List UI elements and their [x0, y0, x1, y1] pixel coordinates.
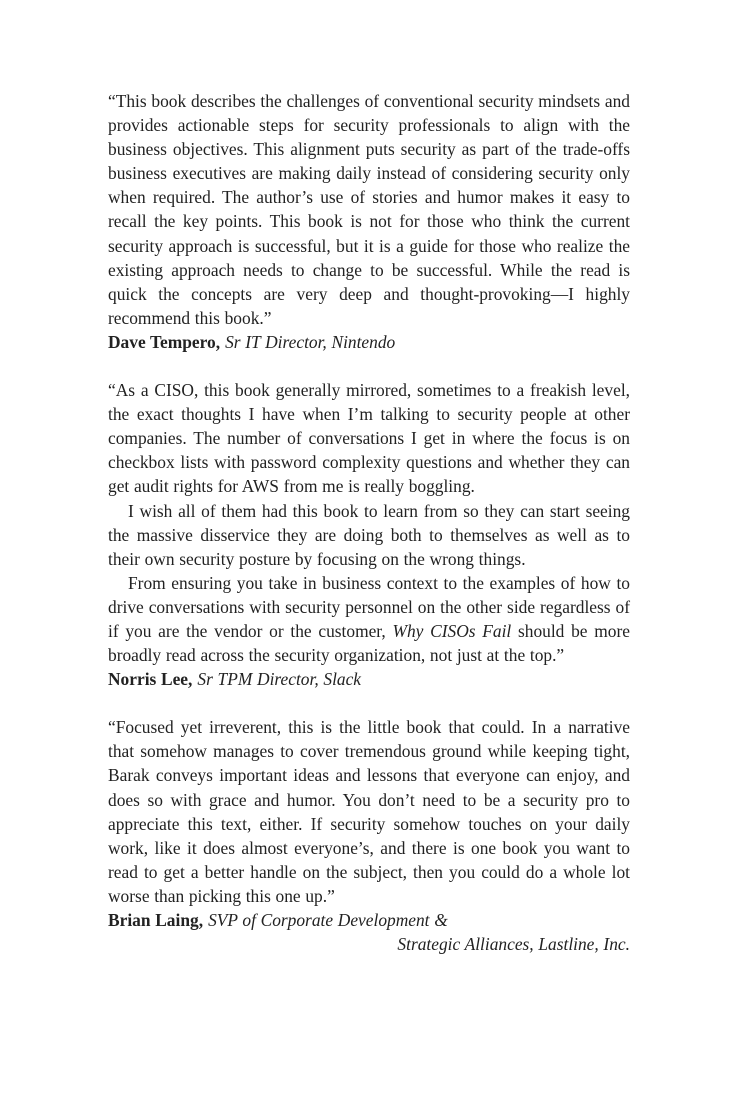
blurb-brian-laing — [108, 715, 630, 956]
blurb-quote: “As a CISO, this book generally mirrored, sometimes to a freakish level, the exact thoughts I have when I’m talking to security people at other companies. The number of conversations I get in where the focus is on checkbox lists with password complexity questions and whether they can get audit rights for AWS from me is really boggling. — [108, 380, 630, 497]
attribution — [108, 667, 630, 691]
blurb-quote: “This book describes the challenges of conventional security mindsets and provides actionable steps for security professionals to align with the business objectives. This alignment puts security as part of the trade-offs business executives are making daily instead of considering security only when required. The author’s use of stories and humor makes it easy to recall the key points. This book is not for those who think the current security approach is successful, but it is a guide for those who realize the existing approach needs to change to be successful. While the read is quick the concepts are very deep and thought-provoking—I highly recommend this book.” — [108, 91, 630, 328]
blurb-quote: I wish all of them had this book to learn from so they can start seeing the massive disservice they are doing both to themselves as well as to their own security posture by focusing on the wrong things. — [108, 500, 630, 569]
attribution-name: Norris Lee, — [108, 669, 193, 690]
attribution-title: Strategic Alliances, Lastline, Inc. — [397, 934, 630, 955]
attribution — [108, 908, 630, 956]
attribution-title: Sr TPM Director, Slack — [197, 669, 362, 690]
book-title: Why CISOs Fail — [392, 620, 512, 641]
blurb-norris-lee — [108, 378, 630, 691]
attribution — [108, 330, 630, 354]
blurb-quote: “Focused yet irreverent, this is the little book that could. In a narrative that somehow manages to cover tremendous ground while keeping tight, Barak conveys important ideas and lessons that everyone can enjoy, and does so with grace and humor. You don’t need to be a security pro to appreciate this text, either. If security somehow touches on your daily work, like it does almost everyone’s, and there is one book you want to read to get a better handle on the subject, then you could do a whole lot worse than picking this one up.” — [108, 717, 630, 906]
praise-page — [108, 89, 630, 980]
attribution-name: Dave Tempero, — [108, 331, 221, 352]
blurb-quote — [108, 571, 630, 667]
attribution-name: Brian Laing, — [108, 910, 204, 930]
attribution-title: Sr IT Director, Nintendo — [225, 331, 396, 352]
blurb-dave-tempero — [108, 89, 630, 354]
quote-text: should be more broadly read across the security organization, not just at the top.” — [108, 620, 630, 666]
quote-text: From ensuring you take in business context to the examples of how to drive conversations with security personnel on the other side regardless of if you are the vendor or the customer, — [108, 572, 630, 641]
attribution-title: SVP of Corporate Development & — [208, 910, 448, 930]
